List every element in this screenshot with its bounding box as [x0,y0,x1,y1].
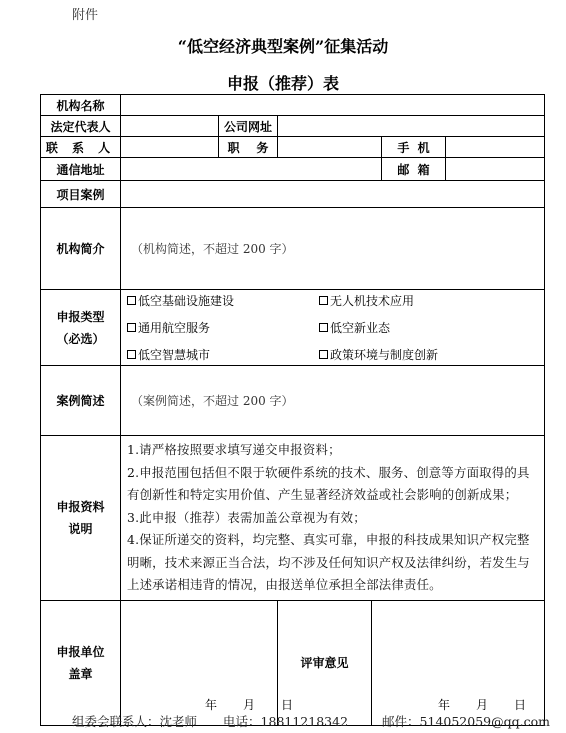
org-name-label: 机构名称 [41,95,121,116]
email-field[interactable] [446,158,545,181]
note-item: 4.保证所递交的资料，均完整、真实可靠，申报的科技成果知识产权完整明晰，技术来源正当合法，均不涉及任何知识产权及法律纠纷，若发生与上述承诺相违背的情况，由报送单位承担全部法律责任。 [127,532,530,592]
project-case-field[interactable] [121,181,545,208]
notes-content [121,436,545,601]
notes-label-line1: 申报资料 [56,499,105,514]
case-intro-label: 案例简述 [41,366,121,436]
note-item: 3.此申报（推荐）表需加盖公章视为有效； [127,509,366,525]
legal-rep-label: 法定代表人 [41,116,121,137]
phone-label: 手 机 [382,137,446,158]
type-option-smart-city[interactable]: 低空智慧城市 [127,346,319,363]
note-item: 2.申报范围包括但不限于软硬件系统的技术、服务、创意等方面取得的具有创新性和特定实用价值、产生显著经济效益或社会影响的创新成果； [127,464,530,502]
type-option-drone-tech[interactable]: 无人机技术应用 [319,292,529,309]
company-site-field[interactable] [278,116,545,137]
contact-field[interactable] [121,137,219,158]
org-intro-label: 机构简介 [41,208,121,290]
email-label: 邮 箱 [382,158,446,181]
org-intro-field[interactable]: （机构简述，不超过 200 字） [121,208,545,290]
apply-type-label-line1: 申报类型 [56,309,105,324]
checkbox-icon[interactable] [319,323,328,332]
page-subtitle: 申报（推荐）表 [226,74,339,93]
page-title: “低空经济典型案例”征集活动 [177,37,389,56]
review-label: 评审意见 [278,600,372,725]
project-case-label: 项目案例 [41,181,121,208]
committee-contact-label: 组委会联系人： [72,714,160,729]
type-option-general-aviation[interactable]: 通用航空服务 [127,319,319,336]
checkbox-icon[interactable] [127,350,136,359]
apply-type-options [121,290,545,366]
phone-number: 18811218342 [260,714,349,729]
position-label: 职 务 [219,137,278,158]
checkbox-icon[interactable] [319,350,328,359]
checkbox-icon[interactable] [127,296,136,305]
phone-field[interactable] [446,137,545,158]
review-area[interactable] [372,600,545,725]
checkbox-icon[interactable] [319,296,328,305]
notes-label [41,436,121,601]
apply-type-label [41,290,121,366]
seal-label [41,600,121,725]
phone-label: 电话： [223,714,261,729]
apply-type-label-line2: （必选） [56,331,105,346]
notes-label-line2: 说明 [68,521,93,536]
review-date: 年 月 日 [438,697,527,712]
attachment-label: 附件 [72,8,99,23]
seal-area[interactable] [121,600,294,725]
position-field[interactable] [278,137,382,158]
type-option-policy[interactable]: 政策环境与制度创新 [319,346,529,363]
seal-label-line2: 盖章 [68,666,93,681]
seal-label-line1: 申报单位 [56,644,105,659]
note-item: 1.请严格按照要求填写递交申报资料； [127,442,341,457]
contact-label: 联 系 人 [41,137,121,158]
contact-name: 沈老师 [159,714,198,729]
type-option-infrastructure[interactable]: 低空基础设施建设 [127,292,319,309]
company-site-label: 公司网址 [219,116,278,137]
checkbox-icon[interactable] [127,323,136,332]
seal-date: 年 月 日 [205,697,294,712]
case-intro-field[interactable]: （案例简述，不超过 200 字） [121,366,545,436]
org-name-field[interactable] [121,95,545,116]
type-option-new-business[interactable]: 低空新业态 [319,319,529,336]
address-label: 通信地址 [41,158,121,181]
mail-label: 邮件： [382,714,420,729]
mail-address[interactable]: 514052059@qq.com [419,714,550,729]
legal-rep-field[interactable] [121,116,219,137]
address-field[interactable] [121,158,382,181]
footer-contact [72,712,550,730]
application-form [40,94,545,726]
